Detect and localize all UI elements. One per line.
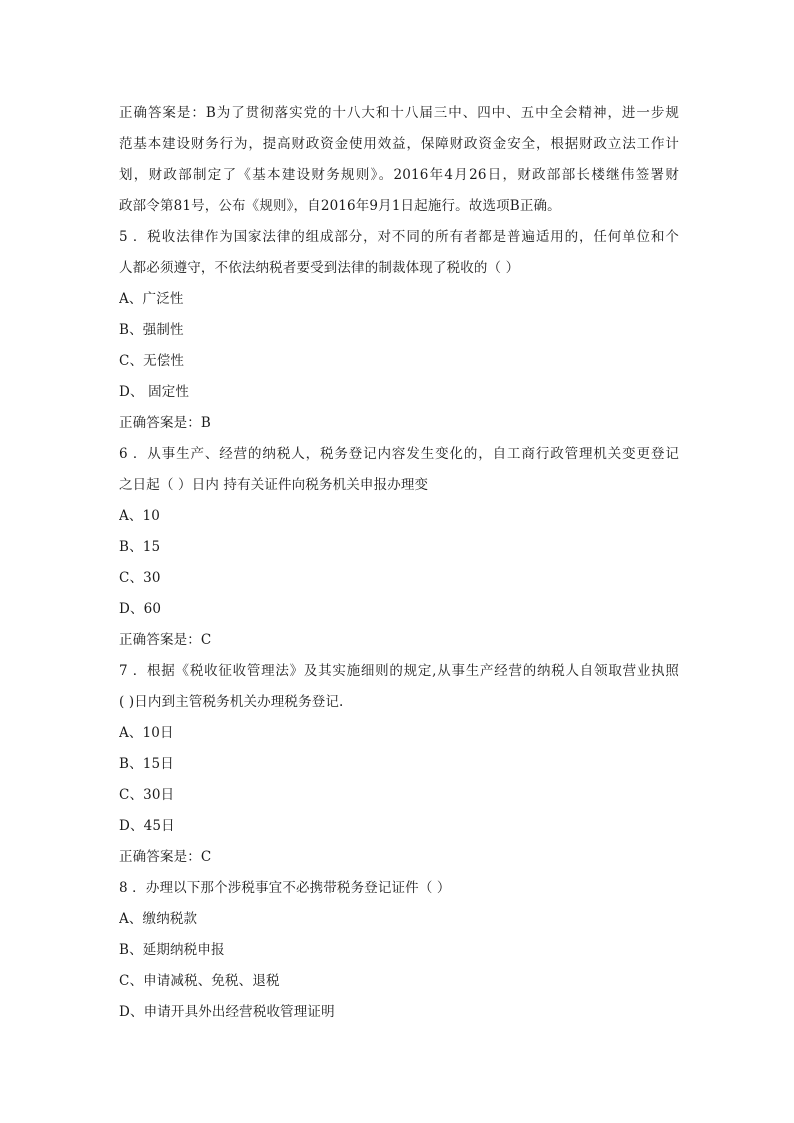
question-5	[119, 222, 679, 284]
question-text: 7 ．根据《税收征收管理法》及其实施细则的规定,从事生产经营的纳税人自领取营业执照	[119, 663, 679, 679]
option-c: C、无偿性	[119, 353, 185, 369]
question-text: 之日起（ ）日内 持有关证件向税务机关申报办理变	[119, 477, 429, 493]
text-line: 政部令第81号，公布《规则》，自2016年9月1日起施行。故选项B正确。	[119, 198, 561, 214]
question-6	[119, 439, 679, 501]
option-a: A、广泛性	[119, 291, 184, 307]
option-d: D、 固定性	[119, 384, 190, 400]
text-line: 划，财政部制定了《基本建设财务规则》。2016年4月26日，财政部部长楼继伟签署财	[119, 167, 679, 183]
document-page	[119, 98, 679, 1028]
text-line: 正确答案是：B为了贯彻落实党的十八大和十八届三中、四中、五中全会精神，进一步规	[119, 105, 679, 121]
correct-answer: 正确答案是：C	[119, 632, 212, 648]
question-text: 人都必须遵守，不依法纳税者要受到法律的制裁体现了税收的（ ）	[119, 260, 520, 276]
question-7	[119, 656, 679, 718]
question-8	[119, 873, 679, 904]
option-d: D、45日	[119, 818, 175, 834]
text-line: 范基本建设财务行为，提高财政资金使用效益，保障财政资金安全，根据财政立法工作计	[119, 136, 679, 152]
option-a: A、10	[119, 508, 161, 524]
correct-answer: 正确答案是：B	[119, 415, 211, 431]
option-b: B、15日	[119, 756, 174, 772]
option-b: B、强制性	[119, 322, 184, 338]
correct-answer: 正确答案是：C	[119, 849, 212, 865]
option-c: C、30日	[119, 787, 175, 803]
option-c: C、申请减税、免税、退税	[119, 973, 280, 989]
question-text: ( )日内到主管税务机关办理税务登记.	[119, 694, 344, 710]
answer-explanation-4	[119, 98, 679, 222]
option-c: C、30	[119, 570, 161, 586]
option-d: D、申请开具外出经营税收管理证明	[119, 1004, 335, 1020]
option-b: B、延期纳税申报	[119, 942, 225, 958]
question-text: 6 ．从事生产、经营的纳税人，税务登记内容发生变化的，自工商行政管理机关变更登记	[119, 446, 679, 462]
option-a: A、缴纳税款	[119, 911, 198, 927]
option-d: D、60	[119, 601, 162, 617]
option-a: A、10日	[119, 725, 174, 741]
question-text: 5 ．税收法律作为国家法律的组成部分，对不同的所有者都是普遍适用的，任何单位和个	[119, 229, 679, 245]
question-text: 8 ．办理以下那个涉税事宜不必携带税务登记证件（ ）	[119, 880, 451, 896]
option-b: B、15	[119, 539, 161, 555]
